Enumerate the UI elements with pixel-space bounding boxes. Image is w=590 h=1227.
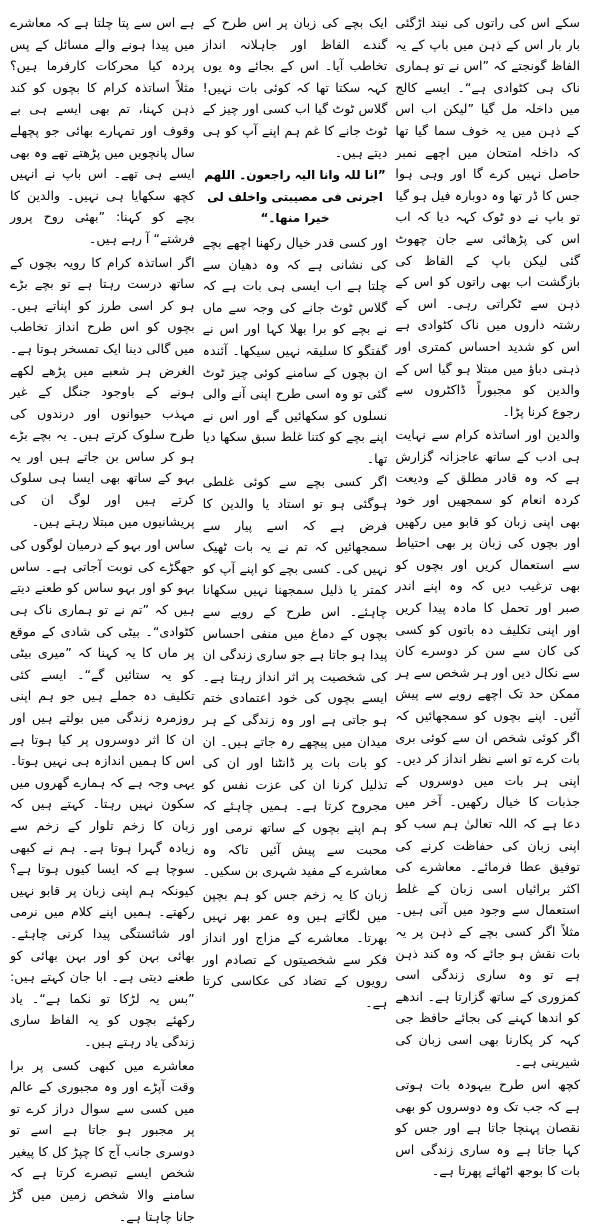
- text-column-middle: [203, 12, 388, 753]
- paragraph: ہے اس سے پتا چلتا ہے کہ معاشرے میں پیدا ہونے والے مسائل کے پس پردہ کیا محرکات کارفرما ہیں؟ مثلاً اساتذہ کرام کا بچوں کو کند ذہن کہنا، تم بھی ایسے ہی بے وقوف اور تمہارے بھائی جو پچھلے سال پانچویں میں پڑھتے تھے وہ بھی ایسے ہی تھے۔ اس باپ نے انہیں کچھ سکھایا ہی نہیں۔ والدین کا بچے کو کہنا: ”بھئی روح پرور فرشتے“ آ رہے ہیں۔: [10, 12, 195, 250]
- paragraph: ساس اور بہو کے درمیان لوگوں کی جھگڑے کی نوبت آجاتی ہے۔ ساس بہو کو اور بہو ساس کو طعنے دیتے ہیں کہ ”تم نے تو ہماری ناک ہی کٹوادی“۔ بیٹی کی شادی کے موقع پر ماں کا یہ کہنا کہ ”میری بیٹی کو یہ ستائیں گے“۔ ایسے کئی تکلیف دہ جملے ہیں جو ہم اپنی روزمرہ زندگی میں بولتے ہیں اور ان کا اثر دوسروں پر کیا ہوتا ہے اس کا ہمیں اندازہ ہی نہیں ہوتا۔ یہی وجہ ہے کہ ہمارے گھروں میں سکون نہیں رہتا۔ کہتے ہیں کہ زبان کا زخم تلوار کے زخم سے زیادہ گہرا ہوتا ہے۔ ہم نے کبھی سوچا ہے کہ ایسا کیوں ہوتا ہے؟ کیونکہ ہم اپنی زبان پر قابو نہیں رکھتے۔ ہمیں اپنے کلام میں نرمی اور شائستگی پیدا کرنی چاہئے۔ بھائی بہن کو اور بہن بھائی کو طعنے دیتی ہے۔ ابا جان کہتے ہیں: ”بس یہ لڑکا تو نکما ہے“۔ یاد رکھئے بچوں کو یہ الفاظ ساری زندگی یاد رہتے ہیں۔: [10, 534, 195, 1052]
- paragraph: والدین اور اساتذہ کرام سے نہایت ہی ادب کے ساتھ عاجزانہ گزارش ہے کہ وہ قادر مطلق کے ودیعت کردہ انعام کو سمجھیں اور خود بھی اپنی زبان کو قابو میں رکھیں اور بچوں کی زبان پر بھی احتیاط سے استعمال کریں اور بچوں کو بھی ترغیب دیں کہ وہ اپنے اندر صبر اور تحمل کا مادہ پیدا کریں اور اپنی تکلیف دہ باتوں کو کسی کی کان سے سن کر دوسرے کان سے نکال دیں اور ہر شخص سے ہر ممکن حد تک اچھے رویے سے پیش آئیں۔ اپنے بچوں کو سمجھائیں کہ اگر کوئی شخص ان سے کوئی بری بات کرے تو اسے نظر انداز کر دیں۔ اپنی ہر بات میں دوسروں کے جذبات کا خیال رکھیں۔ آخر میں دعا ہے کہ اللہ تعالیٰ ہم سب کو اپنی زبان کی حفاظت کرنے کی توفیق عطا فرمائے۔ معاشرے کی اکثر برائیاں اسی زبان کے غلط استعمال سے وجود میں آتی ہیں۔ مثلاً اگر کسی بچے کے ذہن پر یہ بات نقش ہو جائے کہ وہ کند ذہن ہے تو وہ ساری زندگی اسی کمزوری کے ساتھ گزارتا ہے۔ اندھے کو اندھا کہنے کی بجائے حافظ جی کہہ کر پکارنا بھی اسی زبان کی شیرینی ہے۔: [395, 424, 580, 1072]
- paragraph: سکے اس کی راتوں کی نیند اڑگئی بار بار اس کے ذہن میں باپ کے یہ الفاظ گونجتے کہ ”اس نے تو ہماری ناک ہی کٹوادی ہے“۔ ایسے کالج میں داخلہ مل گیا ”لیکن اب اس کے ذہن میں یہ خوف سما گیا تھا کہ داخلہ امتحان میں اچھے نمبر حاصل نہیں کرے گا اور وہی ہوا جس کا ڈر تھا وہ دوبارہ فیل ہو گیا تو باپ نے دو ٹوک کہہ دیا کہ اب اس کی پڑھائی سے جان چھوٹ گئی لیکن باپ کے الفاظ کی بازگشت اب بھی راتوں کو اس کے ذہن سے ٹکراتی رہی۔ اس کے رشتہ داروں میں ناک کٹوادی ہے اس کو شدید احساس کمتری اور ذہنی دباؤ میں مبتلا ہو گیا اس کے والدین کو مجبوراً ڈاکٹروں سے رجوع کرنا پڑا۔: [395, 12, 580, 422]
- text-column-left: [10, 12, 195, 753]
- paragraph: اگر کسی بچے سے کوئی غلطی ہوگئی ہو تو استاد یا والدین کا فرض ہے کہ اسے پیار سے سمجھائیں کہ تم نے یہ بات ٹھیک نہیں کی۔ کسی بچے کو اپنے آپ کو کمتر یا ذلیل سمجھنا نہیں سکھانا چاہئے۔ اس طرح کے رویے سے بچوں کے دماغ میں منفی احساس پیدا ہو جاتا ہے جو ساری زندگی ان کی شخصیت پر اثر انداز رہتا ہے۔ ایسے بچوں کی خود اعتمادی ختم ہو جاتی ہے اور وہ زندگی کے ہر میدان میں پیچھے رہ جاتے ہیں۔ ان کو بات بات پر ڈانٹنا اور ان کی تذلیل کرنا ان کی عزت نفس کو مجروح کرتا ہے۔ ہمیں چاہئے کہ ہم اپنے بچوں کے ساتھ نرمی اور محبت سے پیش آئیں تاکہ وہ معاشرے کے مفید شہری بن سکیں۔: [203, 471, 388, 881]
- paragraph: کچھ اس طرح بیہودہ بات ہوتی ہے کہ جب تک وہ دوسروں کو بھی نقصان پہنچا جاتا ہے اور جس کو کہا جاتا ہے وہ ساری زندگی اس بات کا بوجھ اٹھائے پھرتا ہے۔: [395, 1074, 580, 1182]
- paragraph: اگر اساتذہ کرام کا رویہ بچوں کے ساتھ درست رہتا ہے تو بچے بڑے ہو کر اسی طرز کو اپناتے ہیں۔ بچوں کو اس طرح انداز تخاطب میں گالی دینا ایک تمسخر ہوتا ہے۔ الغرض ہر شعبے میں پڑھے لکھے ہونے کے باوجود جنگل کے غیر مہذب حیوانوں اور درندوں کی طرح سلوک کرتے ہیں۔ یہ بچے بڑے ہو کر ساس بن جاتے ہیں اور یہ بہو کے ساتھ بھی ایسا ہی سلوک کرتے ہیں اور لوگ ان کی پریشانیوں میں مبتلا رہتے ہیں۔: [10, 252, 195, 533]
- paragraph: معاشرے میں کبھی کسی پر برا وقت آپڑے اور وہ مجبوری کے عالم میں کسی سے سوال دراز کرے تو پر مجبور ہو جاتا ہے اسے تو دوسری جانب آج کا چپڑ کل کا پیغیر شخص ایسے تبصرے کرتا ہے کہ سامنے والا شخص زمین میں گڑ جانا چاہتا ہے۔: [10, 1055, 195, 1227]
- text-column-right: [395, 12, 580, 753]
- paragraph: ایک بچے کی زبان پر اس طرح کے گندے الفاظ اور جاہلانہ انداز تخاطب آیا۔ اس کے بجائے وہ یوں کہہ سکتا تھا کہ کوئی بات نہیں! گلاس ٹوٹ گیا اب کسی اور چیز کے ٹوٹ جانے کا غم ہم اپنے آپ کو ہی دیتے ہیں۔: [203, 12, 388, 163]
- paragraph: زبان کا یہ زخم جس کو ہم بچپن میں لگاتے ہیں وہ عمر بھر نہیں بھرتا۔ معاشرے کے مزاج اور انداز فکر سے شخصیتوں کے تصادم اور رویوں کے تضاد کی عکاسی کرتا ہے۔: [203, 884, 388, 1014]
- arabic-quote: ”انا للہ وانا الیہ راجعون۔ اللھم اجرنی فی مصیبتی واخلف لی خیرا منھا۔“: [203, 165, 388, 230]
- paragraph: اور کسی قدر خیال رکھنا اچھے بچے کی نشانی ہے کہ وہ دھیان سے چلتا ہے اب ایسی ہی بات ہے کہ گلاس ٹوٹ جانے کی وجہ سے ماں نے بچے کو برا بھلا کہا اور اس نے گفتگو کا سلیقہ نہیں سیکھا۔ آئندہ ان بچوں کے سامنے کوئی چیز ٹوٹ گئی تو وہ اسی طرح اپنی آنے والی نسلوں کو سکھائیں گے اور اس نے اپنے بچے کو کتنا غلط سبق سکھا دیا تھا۔: [203, 232, 388, 470]
